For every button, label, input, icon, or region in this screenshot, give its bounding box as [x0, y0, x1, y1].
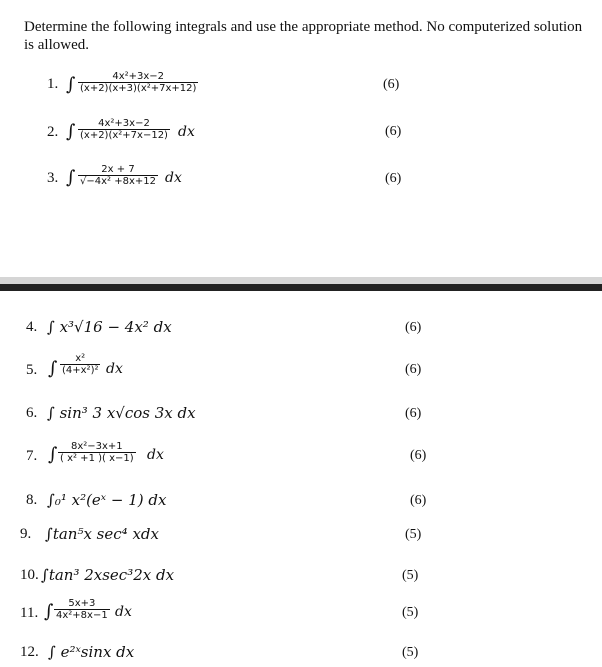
- differential: dx: [178, 124, 195, 140]
- marks: (6): [410, 493, 427, 508]
- marks: (6): [410, 448, 427, 463]
- problem-number: 11.: [20, 605, 39, 621]
- denominator: (x+2)(x+3)(x²+7x+12): [80, 83, 197, 94]
- page-divider: [0, 284, 602, 291]
- denominator: (4+x²)²: [62, 365, 99, 376]
- integral-sign: ∫: [66, 167, 76, 188]
- integrand-fraction: [60, 353, 100, 376]
- integral-expression: ∫ sin³ 3 x√cos 3x dx: [47, 404, 196, 422]
- denominator: √−4x² +8x+12: [80, 176, 156, 187]
- marks: (6): [385, 171, 402, 186]
- denominator: 4x²+8x−1: [56, 610, 108, 621]
- problem-number: 4.: [26, 319, 38, 335]
- problem-number: 1.: [47, 76, 59, 92]
- differential: dx: [106, 361, 123, 377]
- integral-expression: ∫ e²ˣsinx dx: [48, 643, 135, 661]
- numerator: x²: [75, 353, 86, 364]
- marks: (5): [402, 568, 419, 583]
- marks: (5): [402, 645, 419, 660]
- problem-number: 12.: [20, 644, 39, 660]
- problem-number: 2.: [47, 124, 59, 140]
- page-gap: [0, 277, 602, 284]
- integral-sign: ∫: [66, 74, 76, 95]
- integral-expression: ∫ x³√16 − 4x² dx: [47, 318, 172, 336]
- problem-number: 8.: [26, 492, 38, 508]
- numerator: 4x²+3x−2: [112, 71, 165, 82]
- problem-number: 9.: [20, 526, 32, 542]
- marks: (6): [405, 406, 422, 421]
- problem-number: 10.: [20, 567, 39, 583]
- integral-sign: ∫: [66, 121, 76, 142]
- problem-number: 7.: [26, 448, 38, 464]
- integrand-fraction: [78, 164, 158, 187]
- integral-sign: ∫: [44, 601, 54, 622]
- problem-number: 6.: [26, 405, 38, 421]
- instructions-text: Determine the following integrals and use the appropriate method. No computerized solution is allowed.: [24, 19, 583, 53]
- integrand-fraction: [54, 598, 110, 621]
- marks: (5): [402, 605, 419, 620]
- marks: (6): [405, 362, 422, 377]
- integral-expression: ∫tan³ 2xsec³2x dx: [41, 566, 175, 584]
- integral-expression: ∫tan⁵x sec⁴ xdx: [45, 525, 159, 543]
- problem-number: 3.: [47, 170, 59, 186]
- differential: dx: [115, 604, 132, 620]
- differential: dx: [165, 170, 182, 186]
- integrand-fraction: [78, 71, 198, 94]
- marks: (6): [385, 124, 402, 139]
- numerator: 2x + 7: [101, 164, 135, 175]
- marks: (6): [405, 320, 422, 335]
- numerator: 5x+3: [68, 598, 96, 609]
- integrand-fraction: [58, 441, 136, 464]
- integral-sign: ∫: [48, 444, 58, 465]
- differential: dx: [147, 447, 164, 463]
- integral-sign: ∫: [48, 358, 58, 379]
- integrand-fraction: [78, 118, 170, 141]
- denominator: (x+2)(x²+7x−12): [80, 130, 168, 141]
- numerator: 8x²−3x+1: [70, 441, 123, 452]
- denominator: ( x² +1 )( x−1): [60, 453, 134, 464]
- marks: (6): [383, 77, 400, 92]
- marks: (5): [405, 527, 422, 542]
- integral-expression: ∫₀¹ x²(eˣ − 1) dx: [47, 491, 167, 509]
- numerator: 4x²+3x−2: [98, 118, 150, 129]
- problem-number: 5.: [26, 362, 38, 378]
